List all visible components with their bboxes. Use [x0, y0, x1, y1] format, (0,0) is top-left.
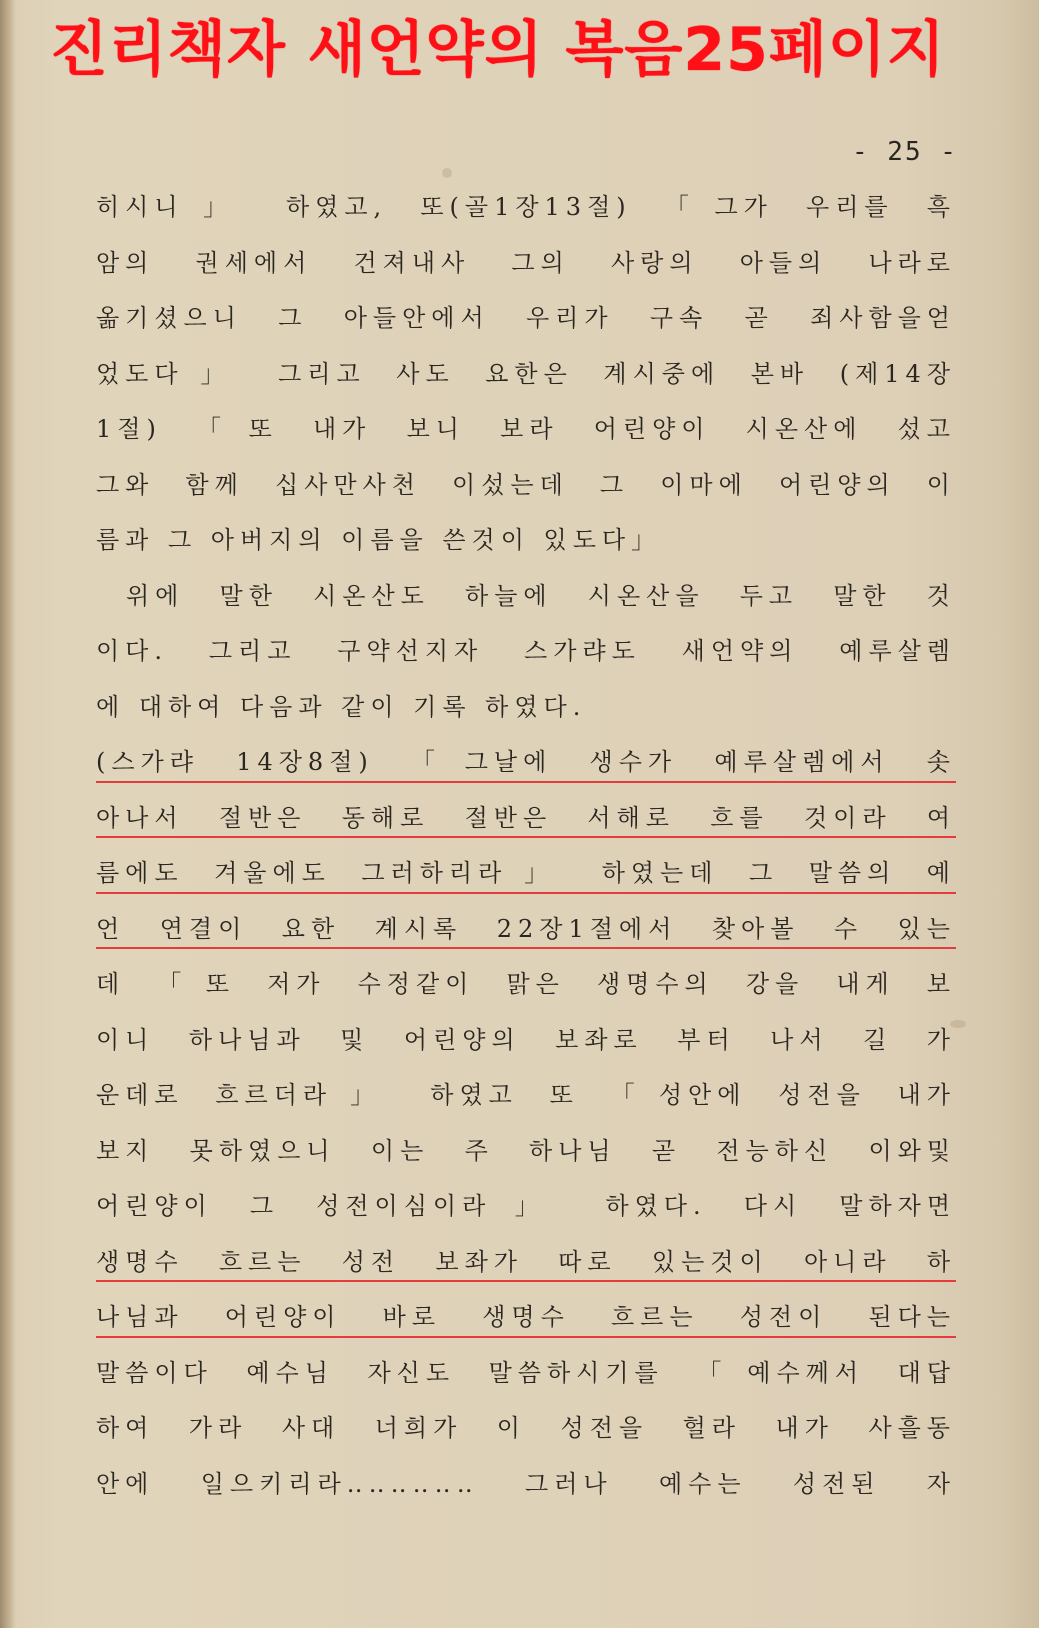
underlined-text-line: 언 연결이 요한 계시록 22장1절에서 찾아볼 수 있는: [96, 902, 956, 958]
text-line: 름과 그 아버지의 이름을 쓴것이 있도다」: [96, 526, 662, 554]
body-text: [96, 180, 956, 1510]
text-line: 어린양이 그 성전이심이라」 하였다. 다시 말하자면: [96, 1192, 956, 1220]
text-line: 이다. 그리고 구약선지자 스가랴도 새언약의 예루살렘: [96, 637, 956, 665]
page-title-overlay: 진리책자 새언약의 복음25페이지: [50, 15, 946, 85]
page-binding-edge: [0, 0, 14, 1628]
page-number: - 25 -: [852, 137, 958, 167]
text-line: 하여 가라 사대 너희가 이 성전을 헐라 내가 사흘동: [96, 1414, 956, 1442]
underlined-text-line: 름에도 겨울에도 그러하리라」 하였는데 그 말씀의 예: [96, 846, 956, 902]
underlined-text-line: 나님과 어린양이 바로 생명수 흐르는 성전이 된다는: [96, 1290, 956, 1346]
text-line: 옮기셨으니 그 아들안에서 우리가 구속 곧 죄사함을얻: [96, 304, 956, 332]
underlined-text-line: 생명수 흐르는 성전 보좌가 따로 있는것이 아니라 하: [96, 1235, 956, 1291]
text-line: 었도다」 그리고 사도 요한은 계시중에 본바 (제14장: [96, 359, 956, 388]
text-line: 이니 하나님과 및 어린양의 보좌로 부터 나서 길 가: [96, 1025, 956, 1054]
text-line: 위에 말한 시온산도 하늘에 시온산을 두고 말한 것: [126, 581, 956, 610]
text-line: 말씀이다 예수님 자신도 말씀하시기를 「예수께서 대답: [96, 1358, 956, 1387]
text-line: 운데로 흐르더라」 하였고 또 「성안에 성전을 내가: [96, 1081, 956, 1109]
text-line: 암의 권세에서 건져내사 그의 사랑의 아들의 나라로: [96, 248, 956, 277]
paper-stain: [442, 168, 452, 178]
text-line: 보지 못하였으니 이는 주 하나님 곧 전능하신 이와및: [96, 1136, 956, 1165]
text-line: 에 대하여 다음과 같이 기록 하였다.: [96, 692, 587, 721]
underlined-text-line: 아나서 절반은 동해로 절반은 서해로 흐를 것이라 여: [96, 791, 956, 847]
text-line: 1절) 「또 내가 보니 보라 어린양이 시온산에 섰고: [96, 415, 956, 443]
underlined-text-line: (스가랴 14장8절) 「그날에 생수가 예루살렘에서 솟: [96, 735, 956, 791]
text-line: 그와 함께 십사만사천 이섰는데 그 이마에 어린양의 이: [96, 470, 956, 499]
text-line: 데 「또 저가 수정같이 맑은 생명수의 강을 내게 보: [96, 970, 956, 998]
text-line: 히시니」 하였고, 또(골1장13절) 「그가 우리를 흑: [96, 193, 956, 221]
text-line: 안에 일으키리라‥‥‥‥‥‥ 그러나 예수는 성전된 자: [96, 1469, 956, 1498]
